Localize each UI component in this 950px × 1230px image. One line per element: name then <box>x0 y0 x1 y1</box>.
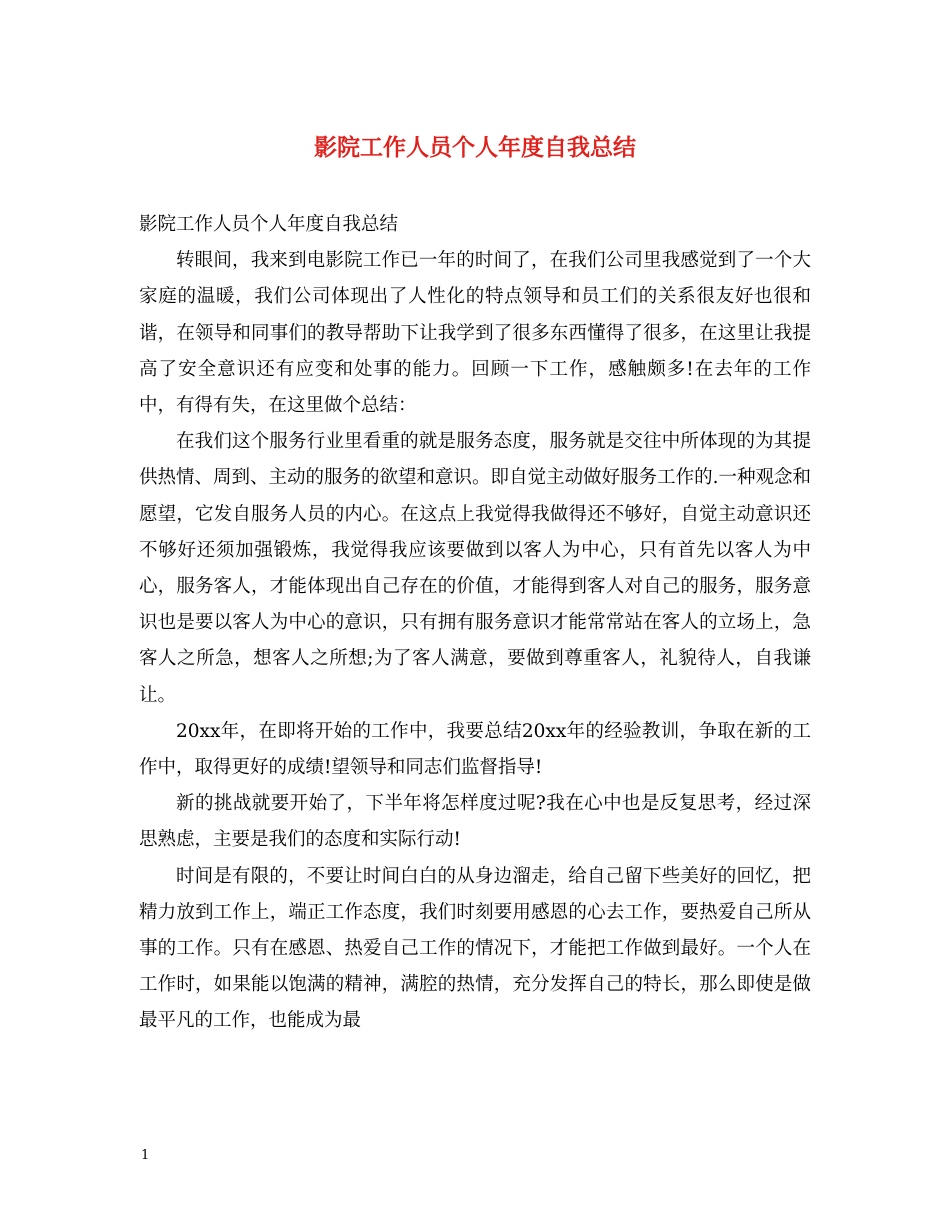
document-subtitle: 影院工作人员个人年度自我总结 <box>139 214 399 235</box>
paragraph-new-challenge: 新的挑战就要开始了，下半年将怎样度过呢?我在心中也是反复思考，经过深思熟虑，主要是我们的态度和实际行动! <box>139 793 811 851</box>
document-title: 影院工作人员个人年度自我总结 <box>314 134 636 161</box>
page-number: 1 <box>141 1148 150 1163</box>
paragraph-year-summary: 20xx年，在即将开始的工作中，我要总结20xx年的经验教训，争取在新的工作中，取得更好的成绩!望领导和同志们监督指导! <box>139 720 811 779</box>
document-body <box>139 207 811 1040</box>
paragraph-intro: 转眼间，我来到电影院工作已一年的时间了，在我们公司里我感觉到了一个大家庭的温暖，我们公司体现出了人性化的特点领导和员工们的关系很友好也很和谐，在领导和同事们的教导帮助下让我学到了很多东西懂得了很多，在这里让我提高了安全意识还有应变和处事的能力。回顾一下工作，感触颇多!在去年的工作中，有得有失，在这里做个总结： <box>139 250 811 417</box>
paragraph-service-attitude: 在我们这个服务行业里看重的就是服务态度，服务就是交往中所体现的为其提供热情、周到、主动的服务的欲望和意识。即自觉主动做好服务工作的.一种观念和愿望，它发自服务人员的内心。在这点上我觉得我做得还不够好，自觉主动意识还不够好还须加强锻炼，我觉得我应该要做到以客人为中心，只有首先以客人为中心，服务客人，才能体现出自己存在的价值，才能得到客人对自己的服务，服务意识也是要以客人为中心的意识，只有拥有服务意识才能常常站在客人的立场上，急客人之所急，想客人之所想;为了客人满意，要做到尊重客人，礼貌待人，自我谦让。 <box>139 431 811 706</box>
paragraph-time-limited: 时间是有限的，不要让时间白白的从身边溜走，给自己留下些美好的回忆，把精力放到工作上，端正工作态度，我们时刻要用感恩的心去工作，要热爱自己所从事的工作。只有在感恩、热爱自己工作的情况下，才能把工作做到最好。一个人在工作时，如果能以饱满的精神，满腔的热情，充分发挥自己的特长，那么即使是做最平凡的工作，也能成为最 <box>139 865 811 1032</box>
